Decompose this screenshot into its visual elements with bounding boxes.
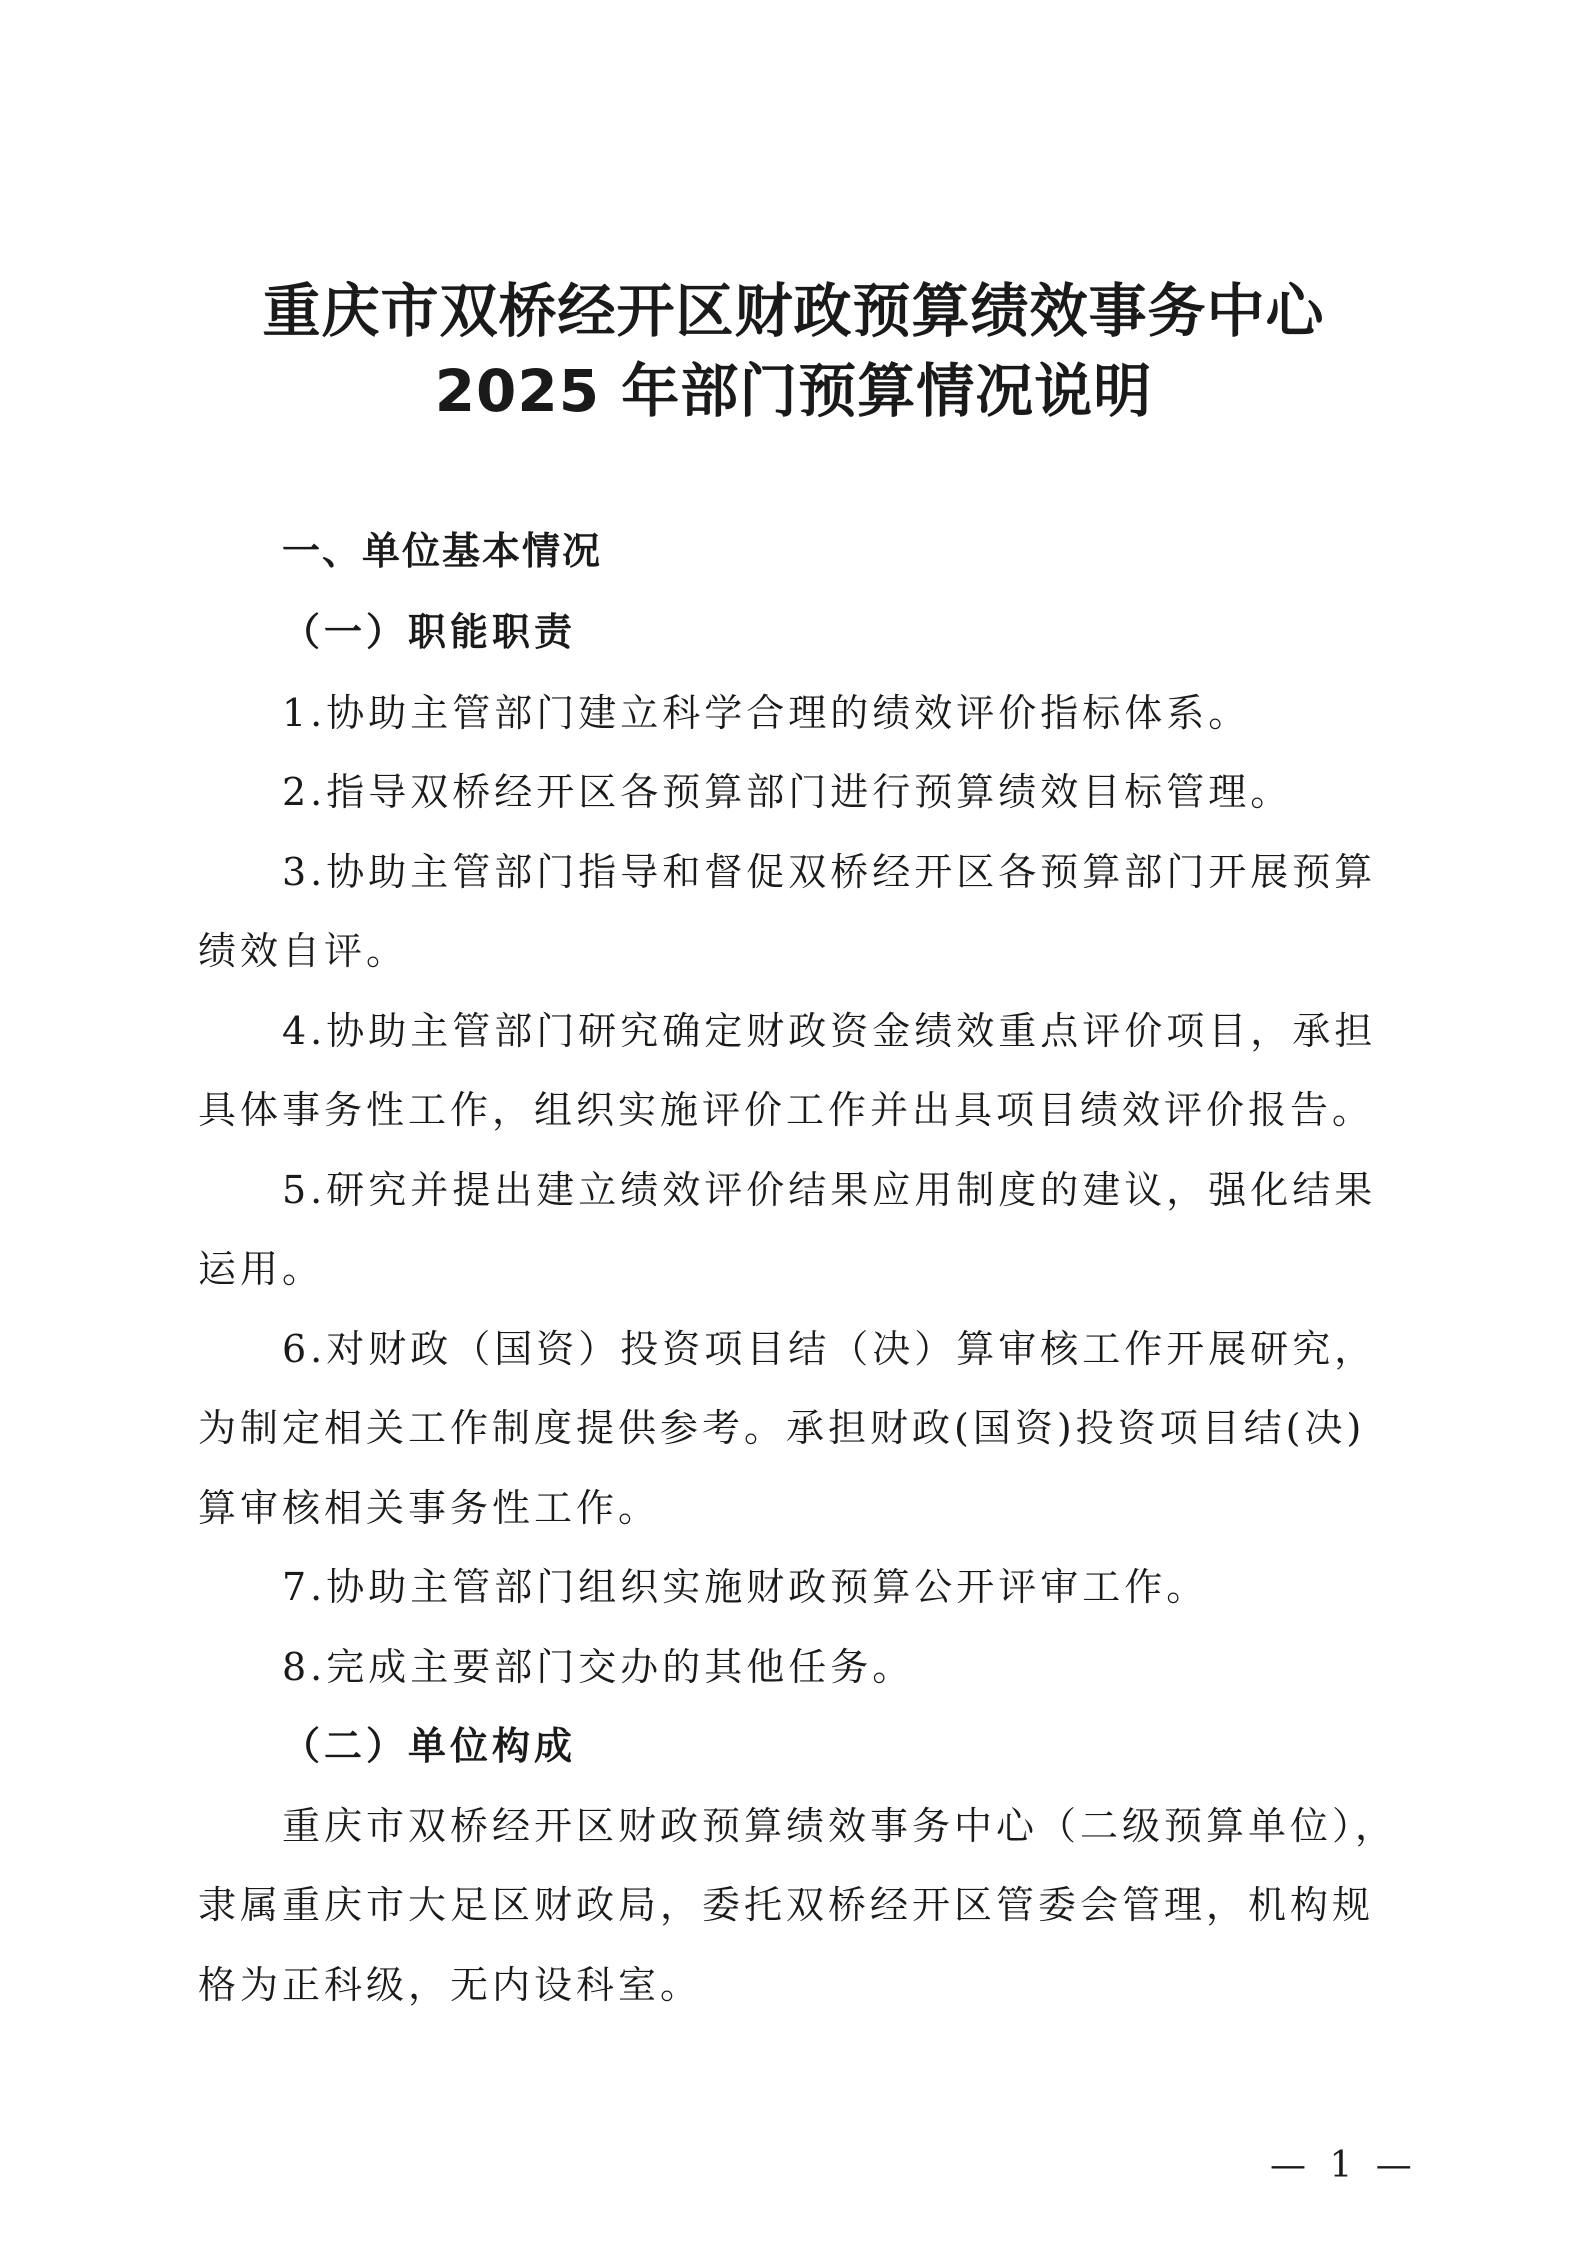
duty-item-6-line-1: 6.对财政（国资）投资项目结（决）算审核工作开展研究，	[282, 1327, 1377, 1371]
subsection-heading-duties: （一）职能职责	[282, 609, 577, 654]
duty-item-1: 1.协助主管部门建立科学合理的绩效评价指标体系。	[282, 691, 1251, 735]
subsection-heading-composition: （二）单位构成	[282, 1723, 577, 1768]
duty-item-4-line-1: 4.协助主管部门研究确定财政资金绩效重点评价项目，承担	[282, 1009, 1377, 1053]
duty-item-3-line-2: 绩效自评。	[198, 929, 409, 973]
section-heading-unit-basics: 一、单位基本情况	[282, 529, 603, 573]
duty-item-3-line-1: 3.协助主管部门指导和督促双桥经开区各预算部门开展预算	[282, 850, 1377, 894]
duty-item-7: 7.协助主管部门组织实施财政预算公开评审工作。	[282, 1565, 1209, 1609]
composition-paragraph-line-2: 隶属重庆市大足区财政局，委托双桥经开区管委会管理，机构规	[198, 1883, 1375, 1927]
composition-paragraph-line-1: 重庆市双桥经开区财政预算绩效事务中心（二级预算单位），	[282, 1804, 1398, 1848]
composition-paragraph-line-3: 格为正科级，无内设科室。	[198, 1963, 703, 2007]
duty-item-5-line-2: 运用。	[198, 1247, 325, 1291]
duty-item-4-line-2: 具体事务性工作，组织实施评价工作并出具项目绩效评价报告。	[198, 1088, 1375, 1132]
document-title-line-2: 2025 年部门预算情况说明	[434, 357, 1153, 425]
duty-item-5-line-1: 5.研究并提出建立绩效评价结果应用制度的建议，强化结果	[282, 1168, 1377, 1212]
duty-item-2: 2.指导双桥经开区各预算部门进行预算绩效目标管理。	[282, 770, 1293, 814]
duty-item-6-line-2: 为制定相关工作制度提供参考。承担财政(国资)投资项目结(决)	[198, 1406, 1366, 1450]
document-title-line-1: 重庆市双桥经开区财政预算绩效事务中心	[262, 277, 1325, 345]
page-number: — 1 —	[1270, 2145, 1418, 2186]
duty-item-6-line-3: 算审核相关事务性工作。	[198, 1486, 661, 1530]
duty-item-8: 8.完成主要部门交办的其他任务。	[282, 1645, 915, 1689]
